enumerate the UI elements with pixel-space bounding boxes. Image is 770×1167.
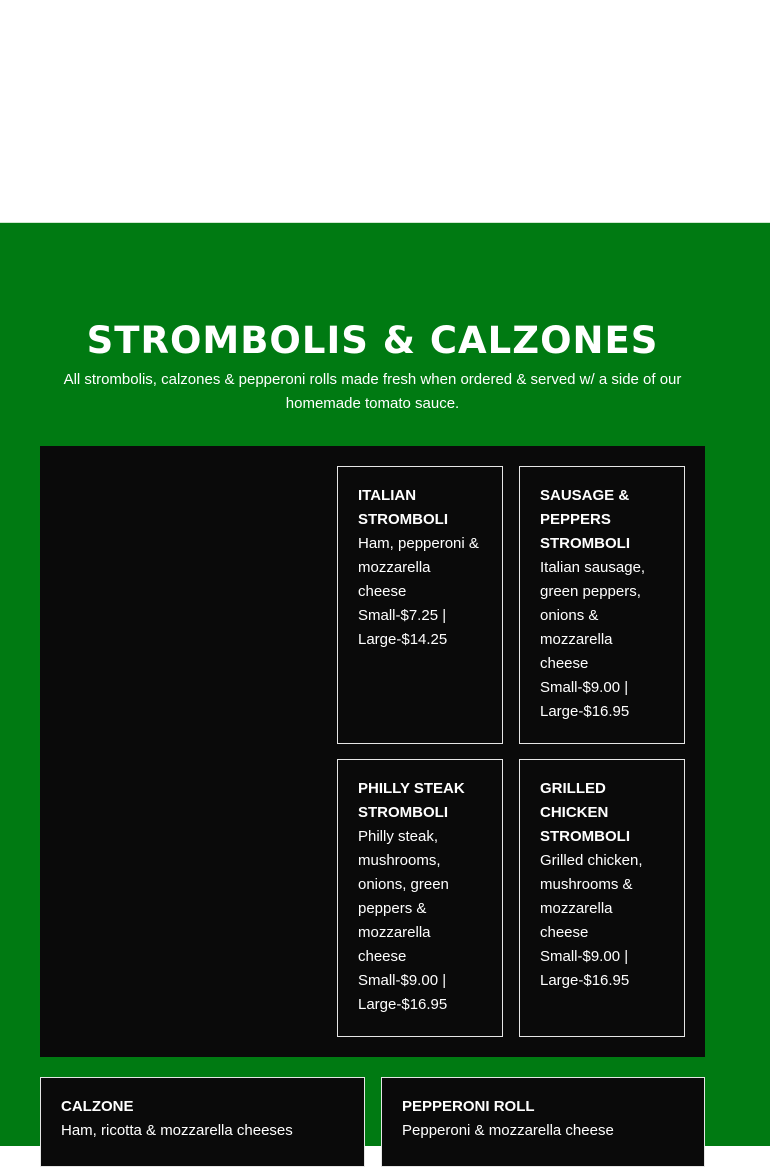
menu-item-italian-stromboli <box>337 466 503 744</box>
menu-panel <box>40 446 705 1057</box>
menu-item-price: Small-$9.00 | Large-$16.95 <box>540 679 630 720</box>
menu-item-price: Small-$9.00 | Large-$16.95 <box>540 948 630 989</box>
menu-item-description: Ham, pepperoni & mozzarella cheese <box>358 535 479 600</box>
menu-item-price: Small-$9.00 | Large-$16.95 <box>358 972 448 1013</box>
section-subtitle: All strombolis, calzones & pepperoni rolls made fresh when ordered & served w/ a side of our homemade tomato sauce. <box>63 371 682 412</box>
menu-item-name: ITALIAN STROMBOLI <box>358 487 448 528</box>
menu-item-philly-steak-stromboli <box>337 759 503 1037</box>
menu-item-description: Italian sausage, green peppers, onions & mozzarella cheese <box>540 559 646 672</box>
menu-item-description: Grilled chicken, mushrooms & mozzarella cheese <box>540 852 643 941</box>
menu-item-description: Philly steak, mushrooms, onions, green peppers & mozzarella cheese <box>358 828 449 965</box>
menu-item-sausage-peppers-stromboli <box>519 466 685 744</box>
menu-item-name: CALZONE <box>61 1098 134 1115</box>
menu-item-name: PHILLY STEAK STROMBOLI <box>358 780 465 821</box>
menu-item-name: PEPPERONI ROLL <box>402 1098 535 1115</box>
top-blank-area <box>0 0 770 222</box>
menu-item-price: Small-$7.25 | Large-$14.25 <box>358 607 448 648</box>
menu-item-pepperoni-roll <box>381 1077 705 1167</box>
menu-item-description: Pepperoni & mozzarella cheese <box>402 1122 614 1139</box>
menu-item-description: Ham, ricotta & mozzarella cheeses <box>61 1122 293 1139</box>
menu-item-name: GRILLED CHICKEN STROMBOLI <box>540 780 630 845</box>
menu-item-name: SAUSAGE & PEPPERS STROMBOLI <box>540 487 630 552</box>
menu-item-grilled-chicken-stromboli <box>519 759 685 1037</box>
section-title: STROMBOLIS & CALZONES <box>86 319 659 362</box>
strombolis-calzones-section <box>0 222 770 1146</box>
menu-item-calzone <box>40 1077 365 1167</box>
